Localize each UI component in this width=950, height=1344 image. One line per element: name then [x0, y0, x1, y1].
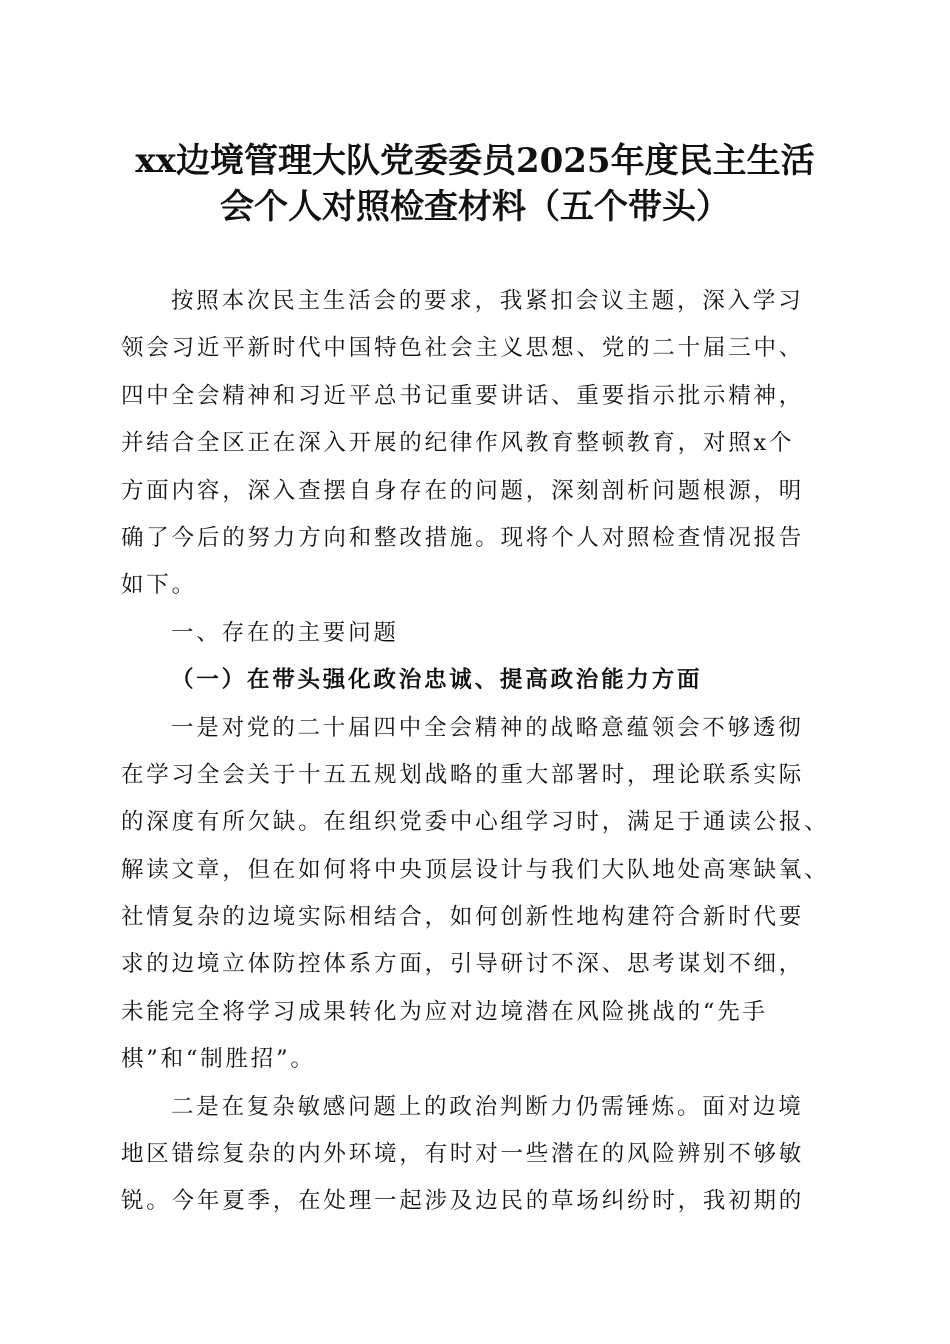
intro-line: 四中全会精神和习近平总书记重要讲话、重要指示批示精神，	[121, 382, 805, 409]
document-body	[121, 278, 833, 1226]
title-line-1: xx边境管理大队党委委员2025年度民主生活	[135, 141, 815, 181]
intro-line: 按照本次民主生活会的要求，我紧扣会议主题，深入学习	[171, 288, 804, 314]
point-line: 锐。今年夏季，在处理一起涉及边民的草场纠纷时，我初期的	[121, 1188, 805, 1215]
point-line: 求的边境立体防控体系方面，引导研讨不深、思考谋划不细，	[121, 951, 805, 978]
point-line: 一是对党的二十届四中全会精神的战略意蕴领会不够透彻	[171, 714, 804, 741]
point-line: 二是在复杂敏感问题上的政治判断力仍需锤炼。面对边境	[171, 1093, 804, 1120]
intro-line: 并结合全区正在深入开展的纪律作风教育整顿教育，对照x个	[121, 430, 795, 457]
intro-line: 领会习近平新时代中国特色社会主义思想、党的二十届三中、	[121, 335, 805, 362]
point-line: 在学习全会关于十五五规划战略的重大部署时，理论联系实际	[121, 761, 805, 788]
subsection-heading: （一）在带头强化政治忠诚、提高政治能力方面	[171, 667, 703, 694]
point-line: 棋”和“制胜招”。	[121, 1046, 316, 1073]
point-line: 解读文章，但在如何将中央顶层设计与我们大队地处高寒缺氧、	[121, 856, 830, 883]
intro-line: 如下。	[121, 572, 197, 599]
document-title	[60, 138, 890, 230]
point-line: 的深度有所欠缺。在组织党委中心组学习时，满足于通读公报、	[121, 809, 830, 836]
intro-line: 方面内容，深入查摆自身存在的问题，深刻剖析问题根源，明	[121, 477, 805, 504]
point-line: 社情复杂的边境实际相结合，如何创新性地构建符合新时代要	[121, 904, 805, 931]
point-line: 地区错综复杂的内外环境，有时对一些潜在的风险辨别不够敏	[121, 1141, 805, 1168]
title-line-2: 会个人对照检查材料（五个带头）	[220, 187, 730, 227]
intro-line: 确了今后的努力方向和整改措施。现将个人对照检查情况报告	[121, 524, 805, 551]
section-heading: 一、存在的主要问题	[171, 619, 399, 646]
point-line: 未能完全将学习成果转化为应对边境潜在风险挑战的“先手	[121, 998, 768, 1025]
